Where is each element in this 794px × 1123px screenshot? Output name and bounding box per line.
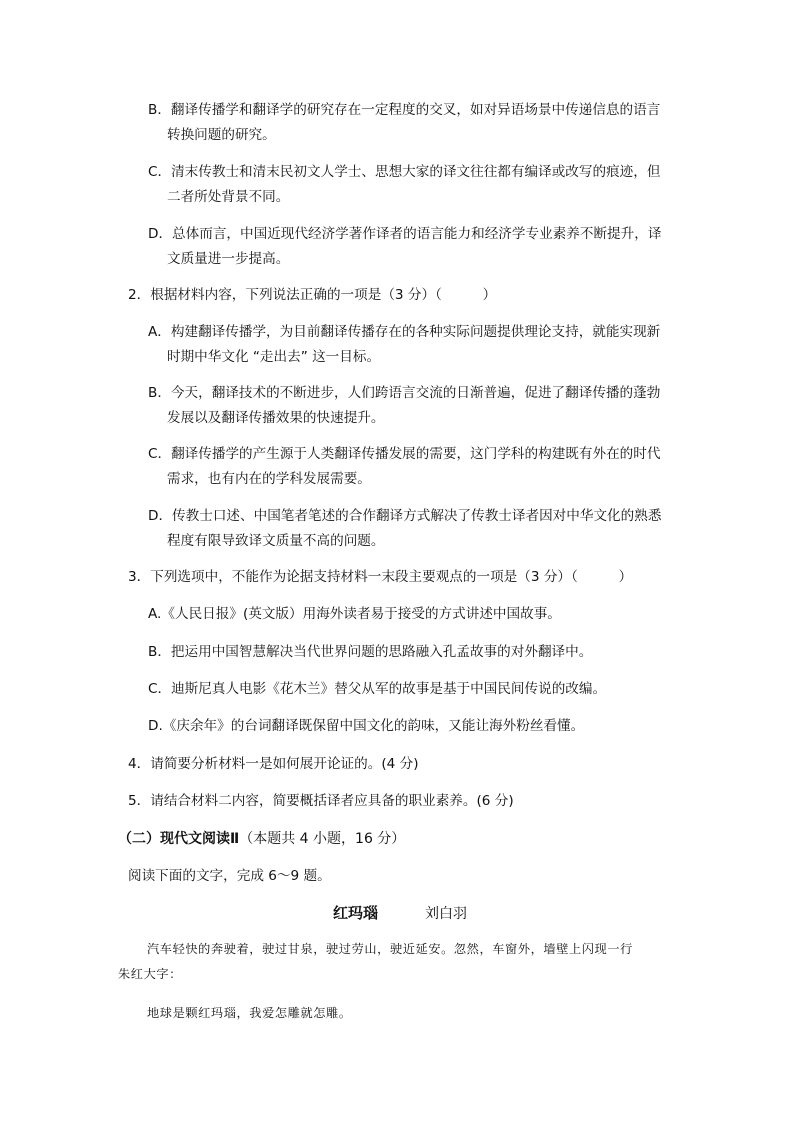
story-author: 刘白羽 bbox=[425, 906, 467, 922]
question-4: 4．请简要分析材料一是如何展开论证的。(4 分) bbox=[128, 756, 419, 772]
story-paragraph-2: 地球是颗红玛瑙，我爱怎雕就怎雕。 bbox=[147, 1006, 352, 1020]
story-paragraph-1-line2: 朱红大字： bbox=[118, 967, 182, 981]
reading-instruction: 阅读下面的文字，完成 6～9 题。 bbox=[128, 868, 331, 884]
story-title: 红玛瑙 bbox=[333, 904, 379, 922]
q1-option-b-line1: B．翻译传播学和翻译学的研究存在一定程度的交叉，如对异语场景中传递信息的语言 bbox=[148, 102, 661, 118]
q2-option-b-line1: B．今天，翻译技术的不断进步，人们跨语言交流的日渐普遍，促进了翻译传播的蓬勃 bbox=[148, 385, 661, 401]
q2-option-a-line1: A．构建翻译传播学，为目前翻译传播存在的各种实际问题提供理论支持，就能实现新 bbox=[148, 324, 661, 340]
q1-option-d-line1: D．总体而言，中国近现代经济学著作译者的语言能力和经济学专业素养不断提升，译 bbox=[148, 226, 662, 242]
q1-option-c-line1: C．清末传教士和清末民初文人学士、思想大家的译文往往都有编译或改写的痕迹，但 bbox=[148, 164, 661, 180]
question-5: 5．请结合材料二内容，简要概括译者应具备的职业素养。(6 分) bbox=[128, 793, 514, 809]
q2-option-d-line1: D．传教士口述、中国笔者笔述的合作翻译方式解决了传教士译者因对中华文化的熟悉 bbox=[148, 508, 662, 524]
q3-option-c: C．迪斯尼真人电影《花木兰》替父从军的故事是基于中国民间传说的改编。 bbox=[148, 681, 607, 697]
question-3-stem: 3．下列选项中，不能作为论据支持材料一末段主要观点的一项是（3 分）（ ） bbox=[128, 569, 633, 585]
section-heading bbox=[118, 830, 405, 848]
q2-option-a-line2: 时期中华文化 “走出去” 这一目标。 bbox=[167, 349, 381, 365]
q2-option-d-line2: 程度有限导致译文质量不高的问题。 bbox=[167, 533, 385, 549]
section-note: （本题共 4 小题，16 分） bbox=[239, 831, 406, 847]
q3-option-a: A.《人民日报》(英文版）用海外读者易于接受的方式讲述中国故事。 bbox=[148, 606, 561, 622]
question-2-stem: 2．根据材料内容，下列说法正确的一项是（3 分）（ ） bbox=[128, 287, 497, 303]
story-paragraph-1-line1: 汽车轻快的奔驶着，驶过甘泉，驶过劳山，驶近延安。忽然，车窗外，墙壁上闪现一行 bbox=[147, 942, 633, 956]
section-title: （二）现代文阅读Ⅱ bbox=[118, 831, 240, 847]
q3-option-b: B．把运用中国智慧解决当代世界问题的思路融入孔孟故事的对外翻译中。 bbox=[148, 644, 593, 660]
q1-option-b-line2: 转换问题的研究。 bbox=[167, 127, 276, 143]
q2-option-c-line2: 需求，也有内在的学科发展需要。 bbox=[167, 471, 371, 487]
q2-option-b-line2: 发展以及翻译传播效果的快速提升。 bbox=[167, 410, 385, 426]
q3-option-d: D.《庆余年》的台词翻译既保留中国文化的韵味，又能让海外粉丝看懂。 bbox=[148, 718, 585, 734]
q2-option-c-line1: C．翻译传播学的产生源于人类翻译传播发展的需要，这门学科的构建既有外在的时代 bbox=[148, 446, 661, 462]
q1-option-d-line2: 文质量进一步提高。 bbox=[167, 251, 290, 267]
q1-option-c-line2: 二者所处背景不同。 bbox=[167, 189, 290, 205]
